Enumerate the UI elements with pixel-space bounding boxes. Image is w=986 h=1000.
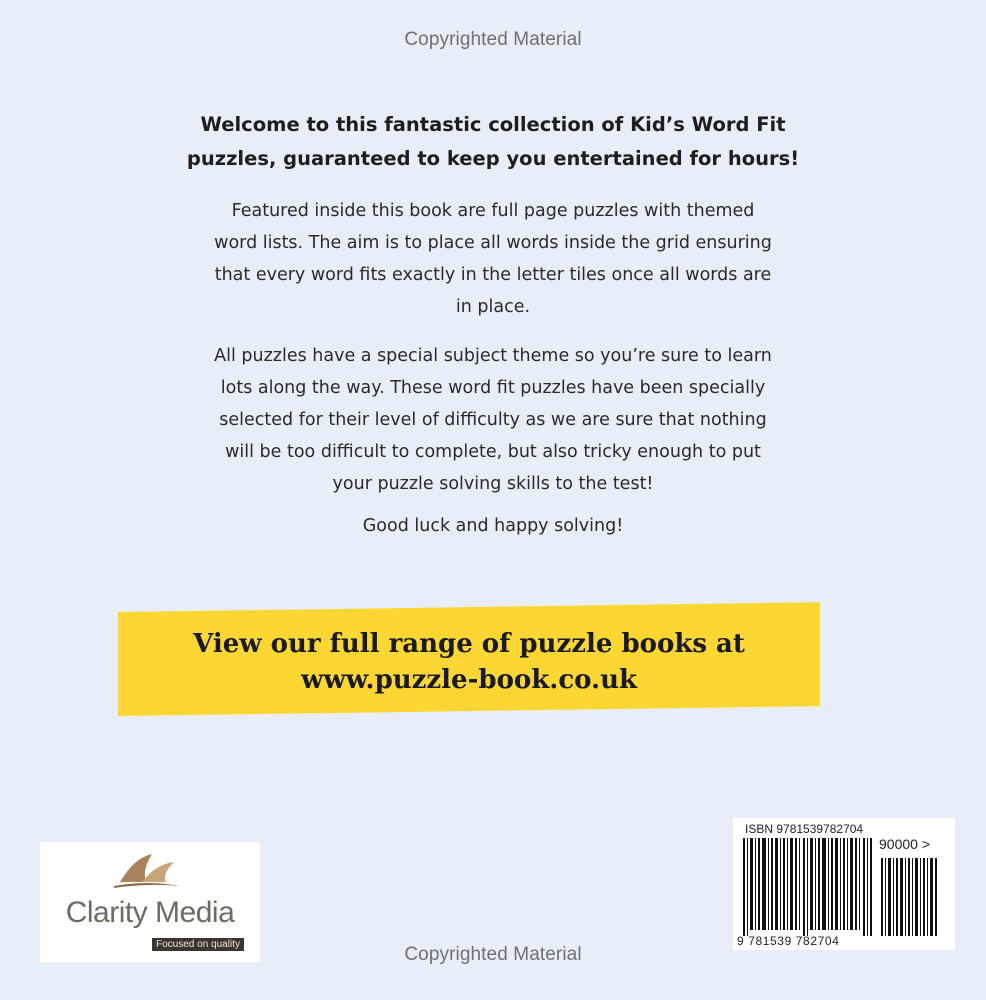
paragraph-line: Featured inside this book are full page puzzles with themed [231,201,755,221]
barcode-addon-label: 90000 > [879,836,930,852]
intro-heading-line-1: Welcome to this fantastic collection of Kid’s Word Fit [200,113,786,136]
paragraph-line: will be too difficult to complete, but also tricky enough to put [225,442,761,462]
paragraph-line: selected for their level of difficulty as we are sure that nothing [219,410,767,430]
promo-banner-line-1: View our full range of puzzle books at [193,629,745,659]
intro-heading-line-2: puzzles, guaranteed to keep you entertained for hours! [186,147,800,170]
copyright-bottom: Copyrighted Material [404,944,582,965]
barcode-main-bars [743,838,873,936]
isbn-barcode [733,818,955,950]
paragraph-line: lots along the way. These word fit puzzles have been specially [220,378,766,398]
paragraph-line: your puzzle solving skills to the test! [332,474,654,494]
paragraph-line: All puzzles have a special subject theme so you’re sure to learn [214,346,772,366]
promo-banner-text [118,618,820,698]
isbn-label: ISBN 9781539782704 [745,822,864,836]
barcode-addon-bars [881,858,937,936]
paragraph-line: word lists. The aim is to place all words inside the grid ensuring [214,233,772,253]
description-paragraph-2 [110,340,876,500]
barcode-digits: 9 781539 782704 [737,934,840,948]
intro-heading [100,108,886,176]
logo-tagline: Focused on quality [152,938,244,951]
sails-icon [112,852,182,894]
closing-line: Good luck and happy solving! [362,516,624,536]
copyright-top: Copyrighted Material [404,29,582,50]
paragraph-line: that every word fits exactly in the letter tiles once all words are [214,265,772,285]
description-paragraph-1 [110,195,876,323]
paragraph-line: in place. [455,297,531,317]
logo-name: Clarity Media [65,896,235,929]
promo-banner-url[interactable]: www.puzzle-book.co.uk [300,665,638,695]
